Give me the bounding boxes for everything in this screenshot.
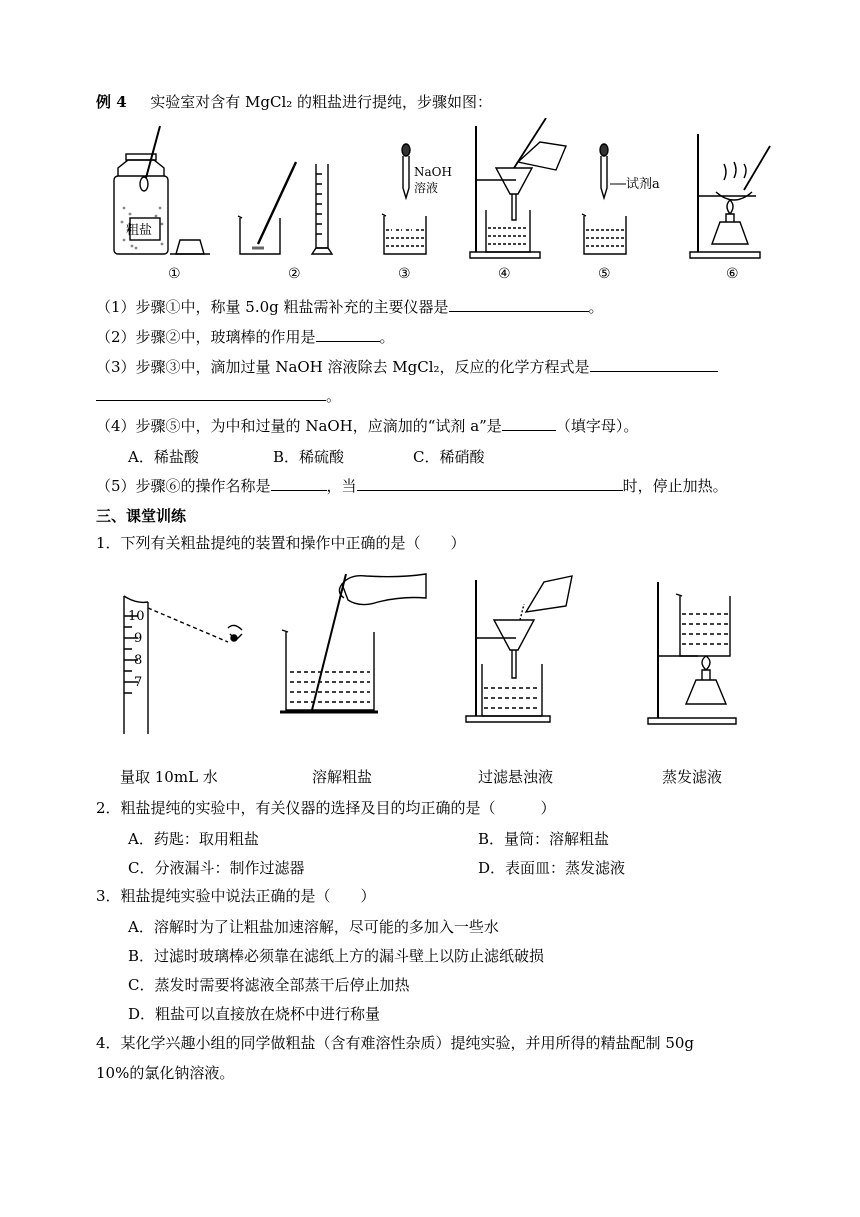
s3-q3-option-b[interactable]: B．过滤时玻璃棒必须靠在滤纸上方的漏斗壁上以防止滤纸破损 bbox=[128, 947, 545, 965]
dissolving-beaker-icon bbox=[280, 574, 378, 712]
beaker-with-rod-icon bbox=[238, 162, 296, 254]
scale-tick-8: 8 bbox=[134, 653, 143, 668]
filtration-apparatus-icon bbox=[466, 576, 572, 722]
q2-blank[interactable] bbox=[316, 327, 380, 342]
beaker-icon-2 bbox=[582, 214, 626, 254]
q1-text: （1）步骤①中，称量 5.0g 粗盐需补充的主要仪器是 bbox=[96, 298, 449, 316]
purification-steps-figure bbox=[100, 118, 800, 288]
example4-intro-line bbox=[96, 92, 492, 112]
s3-q3-option-a[interactable]: A．溶解时为了让粗盐加速溶解，尽可能的多加入一些水 bbox=[128, 918, 499, 936]
example4-q1 bbox=[96, 297, 604, 317]
q3-blank-1[interactable] bbox=[590, 357, 718, 372]
operations-figure bbox=[110, 568, 770, 734]
q4-option-b[interactable]: B．稀硫酸 bbox=[273, 448, 345, 466]
q3-text: （3）步骤③中，滴加过量 NaOH 溶液除去 MgCl₂，反应的化学方程式是 bbox=[96, 358, 590, 376]
hand-icon bbox=[339, 574, 426, 605]
caption-filter: 过滤悬浊液 bbox=[478, 768, 554, 786]
s3-q2-option-d[interactable]: D．表面皿：蒸发滤液 bbox=[478, 859, 626, 877]
q1-blank[interactable] bbox=[449, 297, 589, 312]
q4-blank[interactable] bbox=[502, 416, 556, 431]
q4-text: （4）步骤⑤中，为中和过量的 NaOH，应滴加的“试剂 a”是 bbox=[96, 417, 502, 435]
evaporation-beaker-icon bbox=[648, 582, 736, 724]
q3-blank-2[interactable] bbox=[96, 386, 326, 401]
q4-option-c[interactable]: C．稀硝酸 bbox=[413, 448, 485, 466]
example4-q4 bbox=[96, 416, 638, 436]
s3-q2-option-b[interactable]: B．量筒：溶解粗盐 bbox=[478, 830, 610, 848]
q2-end: 。 bbox=[379, 328, 395, 346]
s3-q4-line2: 10%的氯化钠溶液。 bbox=[96, 1064, 235, 1082]
s3-q2-option-c[interactable]: C．分液漏斗：制作过滤器 bbox=[128, 859, 305, 877]
s3-q4-line1: 4．某化学兴趣小组的同学做粗盐（含有难溶性杂质）提纯实验，并用所得的精盐配制 50g bbox=[96, 1034, 695, 1052]
naoh-label-2: 溶液 bbox=[414, 181, 439, 195]
s3-q3-option-c[interactable]: C．蒸发时需要将滤液全部蒸干后停止加热 bbox=[128, 976, 410, 994]
steps-svg bbox=[100, 118, 800, 288]
q4-end: （填字母）。 bbox=[555, 417, 639, 435]
scale-tick-9: 9 bbox=[134, 631, 143, 646]
graduated-cylinder-icon bbox=[312, 164, 332, 254]
watch-glass-icon bbox=[170, 240, 210, 254]
example4-q5 bbox=[96, 476, 728, 496]
q5-blank-1[interactable] bbox=[271, 476, 327, 491]
step-number-4: ④ bbox=[498, 266, 511, 282]
section3-heading: 三、课堂训练 bbox=[96, 507, 187, 525]
naoh-label-1: NaOH bbox=[414, 165, 452, 179]
bottle-label: 粗盐 bbox=[126, 223, 153, 238]
example4-q3-cont bbox=[96, 386, 341, 406]
scale-tick-10: 10 bbox=[128, 609, 145, 624]
caption-measure-water: 量取 10mL 水 bbox=[120, 768, 218, 786]
q5-blank-2[interactable] bbox=[357, 476, 623, 491]
scale-tick-7: 7 bbox=[134, 675, 143, 690]
s3-q3-option-d[interactable]: D．粗盐可以直接放在烧杯中进行称量 bbox=[128, 1005, 381, 1023]
reagent-a-label: 试剂a bbox=[626, 177, 660, 192]
filtration-stand-icon bbox=[470, 118, 566, 258]
q1-end: 。 bbox=[588, 298, 604, 316]
example-label: 例 4 bbox=[96, 93, 127, 111]
s3-q1-text: 1．下列有关粗盐提纯的装置和操作中正确的是（ ） bbox=[96, 534, 466, 552]
s3-q3-text: 3．粗盐提纯实验中说法正确的是（ ） bbox=[96, 887, 376, 905]
beaker-icon bbox=[382, 214, 426, 254]
caption-dissolve: 溶解粗盐 bbox=[312, 768, 373, 786]
operations-svg bbox=[110, 568, 770, 734]
step-number-3: ③ bbox=[398, 266, 411, 282]
q3-end: 。 bbox=[326, 387, 342, 405]
q4-option-a[interactable]: A．稀盐酸 bbox=[128, 448, 199, 466]
q5-text: （5）步骤⑥的操作名称是 bbox=[96, 477, 271, 495]
q5-mid: ，当 bbox=[326, 477, 357, 495]
q5-end: 时，停止加热。 bbox=[622, 477, 728, 495]
eye-icon bbox=[228, 625, 242, 641]
s3-q2-option-a[interactable]: A．药匙：取用粗盐 bbox=[128, 830, 259, 848]
evaporation-apparatus-icon bbox=[690, 134, 770, 258]
dropper-icon-2 bbox=[600, 144, 608, 198]
caption-evaporate: 蒸发滤液 bbox=[662, 768, 723, 786]
step-number-6: ⑥ bbox=[726, 266, 739, 282]
s3-q2-text: 2．粗盐提纯的实验中，有关仪器的选择及目的均正确的是（ ） bbox=[96, 799, 556, 817]
step-number-2: ② bbox=[288, 266, 301, 282]
example4-q3 bbox=[96, 357, 718, 377]
step-number-1: ① bbox=[168, 266, 181, 282]
example4-q2 bbox=[96, 327, 395, 347]
step-number-5: ⑤ bbox=[598, 266, 611, 282]
example4-intro: 实验室对含有 MgCl₂ 的粗盐进行提纯，步骤如图： bbox=[150, 93, 493, 111]
q2-text: （2）步骤②中，玻璃棒的作用是 bbox=[96, 328, 316, 346]
dropper-icon bbox=[402, 144, 410, 198]
